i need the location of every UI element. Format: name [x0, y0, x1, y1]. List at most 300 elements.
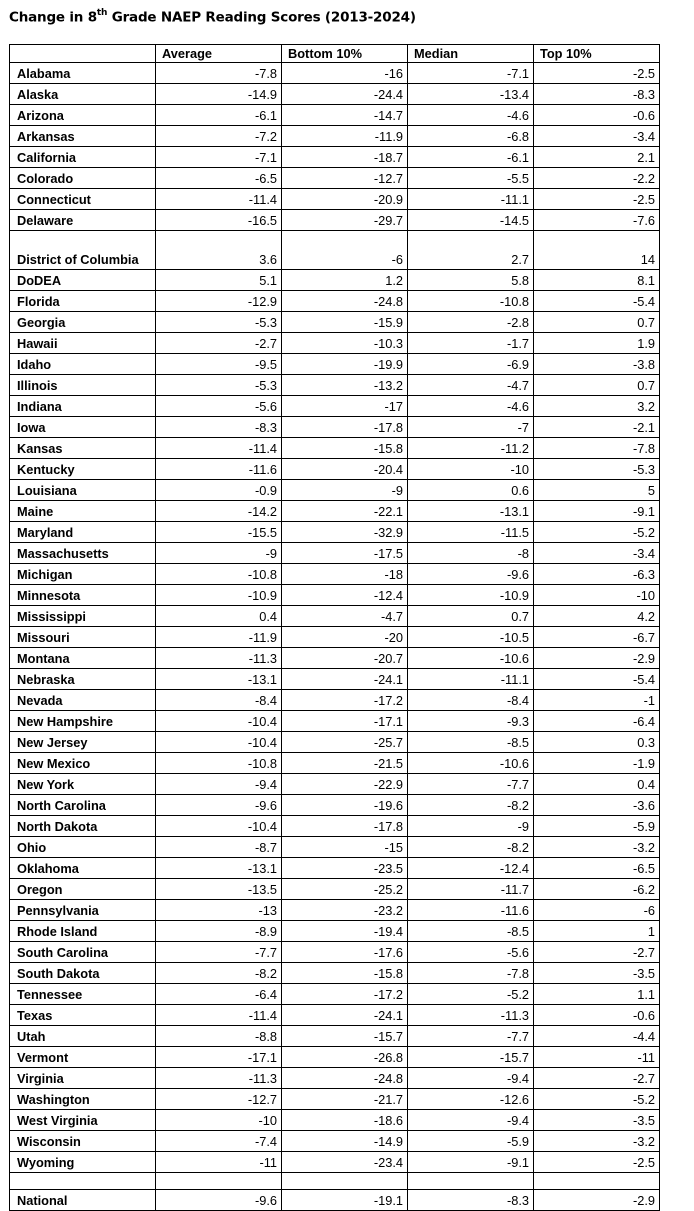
- bottom-10-cell: -14.7: [282, 105, 408, 126]
- top-10-cell: -3.4: [534, 126, 660, 147]
- top-10-cell: 1.9: [534, 333, 660, 354]
- average-cell: -8.2: [156, 963, 282, 984]
- table-row: [10, 690, 660, 711]
- average-cell: -10.4: [156, 816, 282, 837]
- bottom-10-cell: -23.5: [282, 858, 408, 879]
- state-cell: Delaware: [10, 210, 156, 231]
- top-10-cell: -7.8: [534, 438, 660, 459]
- median-cell: -4.7: [408, 375, 534, 396]
- median-cell: -14.5: [408, 210, 534, 231]
- bottom-10-cell: -17.8: [282, 816, 408, 837]
- average-cell: 5.1: [156, 270, 282, 291]
- top-10-cell: -1: [534, 690, 660, 711]
- bottom-10-cell: -20.7: [282, 648, 408, 669]
- state-cell: National: [10, 1190, 156, 1211]
- top-10-cell: -2.5: [534, 189, 660, 210]
- median-cell: -6.8: [408, 126, 534, 147]
- average-cell: -17.1: [156, 1047, 282, 1068]
- table-row: [10, 900, 660, 921]
- table-row: [10, 126, 660, 147]
- median-cell: -5.5: [408, 168, 534, 189]
- top-10-cell: -2.9: [534, 1190, 660, 1211]
- median-cell: -8: [408, 543, 534, 564]
- top-10-cell: -3.2: [534, 1131, 660, 1152]
- top-10-cell: -2.1: [534, 417, 660, 438]
- average-cell: -10: [156, 1110, 282, 1131]
- bottom-10-cell: -13.2: [282, 375, 408, 396]
- bottom-10-cell: 1.2: [282, 270, 408, 291]
- state-cell: New York: [10, 774, 156, 795]
- bottom-10-cell: -19.1: [282, 1190, 408, 1211]
- median-cell: -6.9: [408, 354, 534, 375]
- average-cell: -16.5: [156, 210, 282, 231]
- state-cell: Kentucky: [10, 459, 156, 480]
- median-cell: -8.3: [408, 1190, 534, 1211]
- median-cell: -11.1: [408, 189, 534, 210]
- average-cell: -10.8: [156, 564, 282, 585]
- median-cell: 0.7: [408, 606, 534, 627]
- table-row: [10, 168, 660, 189]
- top-10-cell: 0.7: [534, 312, 660, 333]
- bottom-10-cell: -15.8: [282, 963, 408, 984]
- median-cell: -9: [408, 816, 534, 837]
- table-row: [10, 522, 660, 543]
- median-cell: -5.2: [408, 984, 534, 1005]
- average-cell: -6.5: [156, 168, 282, 189]
- table-row: [10, 291, 660, 312]
- bottom-10-cell: -6: [282, 231, 408, 270]
- bottom-10-cell: -26.8: [282, 1047, 408, 1068]
- table-row: [10, 984, 660, 1005]
- median-cell: -7.7: [408, 1026, 534, 1047]
- bottom-10-cell: -19.6: [282, 795, 408, 816]
- table-row: [10, 795, 660, 816]
- average-cell: -11.3: [156, 1068, 282, 1089]
- average-cell: -6.4: [156, 984, 282, 1005]
- bottom-10-cell: -15.8: [282, 438, 408, 459]
- average-cell: -7.7: [156, 942, 282, 963]
- average-cell: -9.6: [156, 1190, 282, 1211]
- bottom-10-cell: -12.4: [282, 585, 408, 606]
- top-10-cell: -6.5: [534, 858, 660, 879]
- top-10-cell: -3.5: [534, 963, 660, 984]
- state-cell: Idaho: [10, 354, 156, 375]
- average-cell: -9.6: [156, 795, 282, 816]
- average-cell: -11.3: [156, 648, 282, 669]
- bottom-10-cell: -14.9: [282, 1131, 408, 1152]
- bottom-10-cell: -15.9: [282, 312, 408, 333]
- top-10-cell: -3.5: [534, 1110, 660, 1131]
- state-cell: California: [10, 147, 156, 168]
- median-cell: -8.5: [408, 732, 534, 753]
- median-cell: -9.6: [408, 564, 534, 585]
- bottom-10-cell: -10.3: [282, 333, 408, 354]
- table-row: [10, 1068, 660, 1089]
- table-row: [10, 564, 660, 585]
- state-cell: Washington: [10, 1089, 156, 1110]
- table-row: [10, 648, 660, 669]
- bottom-10-cell: -17.5: [282, 543, 408, 564]
- top-10-cell: 1: [534, 921, 660, 942]
- top-10-cell: 4.2: [534, 606, 660, 627]
- state-cell: Wisconsin: [10, 1131, 156, 1152]
- bottom-10-cell: -19.4: [282, 921, 408, 942]
- state-cell: Oregon: [10, 879, 156, 900]
- state-cell: New Jersey: [10, 732, 156, 753]
- table-row: [10, 1026, 660, 1047]
- bottom-10-cell: -22.9: [282, 774, 408, 795]
- median-cell: -10.5: [408, 627, 534, 648]
- top-10-cell: -2.2: [534, 168, 660, 189]
- bottom-10-cell: -12.7: [282, 168, 408, 189]
- top-10-cell: -6: [534, 900, 660, 921]
- median-cell: -7.8: [408, 963, 534, 984]
- average-cell: -5.3: [156, 312, 282, 333]
- top-10-cell: 5: [534, 480, 660, 501]
- average-cell: -8.3: [156, 417, 282, 438]
- top-10-cell: 0.3: [534, 732, 660, 753]
- state-cell: DoDEA: [10, 270, 156, 291]
- median-cell: -11.2: [408, 438, 534, 459]
- average-cell: -15.5: [156, 522, 282, 543]
- average-cell: -10.4: [156, 732, 282, 753]
- table-row: [10, 417, 660, 438]
- state-cell: Virginia: [10, 1068, 156, 1089]
- median-cell: -7: [408, 417, 534, 438]
- scores-table: [9, 44, 660, 1211]
- header-row: [10, 45, 660, 63]
- table-row: [10, 189, 660, 210]
- state-cell: North Dakota: [10, 816, 156, 837]
- table-row: [10, 1110, 660, 1131]
- median-cell: -11.7: [408, 879, 534, 900]
- bottom-10-cell: -24.1: [282, 1005, 408, 1026]
- median-cell: -11.5: [408, 522, 534, 543]
- median-cell: -9.4: [408, 1068, 534, 1089]
- top-10-cell: -0.6: [534, 105, 660, 126]
- top-10-cell: -2.5: [534, 63, 660, 84]
- bottom-10-cell: -17.1: [282, 711, 408, 732]
- average-cell: -7.1: [156, 147, 282, 168]
- average-cell: -7.8: [156, 63, 282, 84]
- median-cell: 5.8: [408, 270, 534, 291]
- average-cell: -5.3: [156, 375, 282, 396]
- state-cell: Mississippi: [10, 606, 156, 627]
- state-cell: Maryland: [10, 522, 156, 543]
- median-cell: -8.2: [408, 795, 534, 816]
- top-10-cell: -7.6: [534, 210, 660, 231]
- average-cell: -10.4: [156, 711, 282, 732]
- top-10-cell: -5.2: [534, 1089, 660, 1110]
- top-10-cell: 8.1: [534, 270, 660, 291]
- table-row: [10, 1047, 660, 1068]
- top-10-cell: 3.2: [534, 396, 660, 417]
- top-10-cell: [534, 1173, 660, 1190]
- table-row: [10, 1131, 660, 1152]
- bottom-10-cell: -24.1: [282, 669, 408, 690]
- bottom-10-cell: -24.8: [282, 291, 408, 312]
- state-cell: Tennessee: [10, 984, 156, 1005]
- table-row: [10, 375, 660, 396]
- median-cell: -7.7: [408, 774, 534, 795]
- state-cell: Indiana: [10, 396, 156, 417]
- average-cell: -10.8: [156, 753, 282, 774]
- top-10-cell: -2.9: [534, 648, 660, 669]
- state-cell: Maine: [10, 501, 156, 522]
- state-cell: Georgia: [10, 312, 156, 333]
- table-row: [10, 816, 660, 837]
- median-cell: -8.4: [408, 690, 534, 711]
- table-row: [10, 774, 660, 795]
- average-cell: -7.2: [156, 126, 282, 147]
- average-cell: -6.1: [156, 105, 282, 126]
- table-row: [10, 480, 660, 501]
- table-row: [10, 231, 660, 270]
- top-10-cell: -4.4: [534, 1026, 660, 1047]
- median-cell: -2.8: [408, 312, 534, 333]
- median-cell: -11.1: [408, 669, 534, 690]
- median-cell: -12.4: [408, 858, 534, 879]
- bottom-10-cell: -18: [282, 564, 408, 585]
- top-10-cell: -0.6: [534, 1005, 660, 1026]
- state-cell: West Virginia: [10, 1110, 156, 1131]
- average-cell: -9.5: [156, 354, 282, 375]
- median-cell: -7.1: [408, 63, 534, 84]
- header-average: Average: [156, 45, 282, 63]
- average-cell: -9.4: [156, 774, 282, 795]
- state-cell: Texas: [10, 1005, 156, 1026]
- median-cell: -11.3: [408, 1005, 534, 1026]
- state-cell: North Carolina: [10, 795, 156, 816]
- state-cell: Iowa: [10, 417, 156, 438]
- table-row: [10, 105, 660, 126]
- table-spacer-row: [10, 1173, 660, 1190]
- bottom-10-cell: -25.2: [282, 879, 408, 900]
- state-cell: Ohio: [10, 837, 156, 858]
- table-row: [10, 1152, 660, 1173]
- state-cell: Oklahoma: [10, 858, 156, 879]
- table-row: [10, 63, 660, 84]
- average-cell: -13.1: [156, 669, 282, 690]
- header-state: [10, 45, 156, 63]
- state-cell: Illinois: [10, 375, 156, 396]
- median-cell: 0.6: [408, 480, 534, 501]
- state-cell: Colorado: [10, 168, 156, 189]
- header-top-10: Top 10%: [534, 45, 660, 63]
- bottom-10-cell: -23.4: [282, 1152, 408, 1173]
- state-cell: District of Columbia: [10, 231, 156, 270]
- table-row: [10, 606, 660, 627]
- median-cell: -10.9: [408, 585, 534, 606]
- median-cell: -9.1: [408, 1152, 534, 1173]
- median-cell: -10: [408, 459, 534, 480]
- median-cell: -8.2: [408, 837, 534, 858]
- table-row: [10, 210, 660, 231]
- median-cell: -4.6: [408, 396, 534, 417]
- median-cell: -5.6: [408, 942, 534, 963]
- average-cell: -2.7: [156, 333, 282, 354]
- median-cell: -13.1: [408, 501, 534, 522]
- average-cell: 0.4: [156, 606, 282, 627]
- bottom-10-cell: -20: [282, 627, 408, 648]
- top-10-cell: 0.4: [534, 774, 660, 795]
- state-cell: Massachusetts: [10, 543, 156, 564]
- bottom-10-cell: [282, 1173, 408, 1190]
- bottom-10-cell: -4.7: [282, 606, 408, 627]
- national-row: [10, 1190, 660, 1211]
- state-cell: Nebraska: [10, 669, 156, 690]
- bottom-10-cell: -17.2: [282, 690, 408, 711]
- bottom-10-cell: -16: [282, 63, 408, 84]
- state-cell: Montana: [10, 648, 156, 669]
- state-cell: Florida: [10, 291, 156, 312]
- bottom-10-cell: -20.9: [282, 189, 408, 210]
- average-cell: -14.9: [156, 84, 282, 105]
- table-row: [10, 84, 660, 105]
- bottom-10-cell: -25.7: [282, 732, 408, 753]
- average-cell: -11.9: [156, 627, 282, 648]
- average-cell: -11.6: [156, 459, 282, 480]
- bottom-10-cell: -21.7: [282, 1089, 408, 1110]
- average-cell: -11: [156, 1152, 282, 1173]
- bottom-10-cell: -17.8: [282, 417, 408, 438]
- median-cell: -15.7: [408, 1047, 534, 1068]
- top-10-cell: -2.5: [534, 1152, 660, 1173]
- average-cell: 3.6: [156, 231, 282, 270]
- top-10-cell: -5.9: [534, 816, 660, 837]
- state-cell: Rhode Island: [10, 921, 156, 942]
- bottom-10-cell: -22.1: [282, 501, 408, 522]
- top-10-cell: -6.3: [534, 564, 660, 585]
- top-10-cell: -8.3: [534, 84, 660, 105]
- top-10-cell: -6.2: [534, 879, 660, 900]
- top-10-cell: -6.7: [534, 627, 660, 648]
- table-row: [10, 942, 660, 963]
- top-10-cell: -2.7: [534, 1068, 660, 1089]
- state-cell: Minnesota: [10, 585, 156, 606]
- bottom-10-cell: -15.7: [282, 1026, 408, 1047]
- state-cell: Connecticut: [10, 189, 156, 210]
- state-cell: Alaska: [10, 84, 156, 105]
- median-cell: 2.7: [408, 231, 534, 270]
- median-cell: -6.1: [408, 147, 534, 168]
- bottom-10-cell: -29.7: [282, 210, 408, 231]
- table-row: [10, 354, 660, 375]
- state-cell: Kansas: [10, 438, 156, 459]
- state-cell: New Mexico: [10, 753, 156, 774]
- median-cell: -8.5: [408, 921, 534, 942]
- page-title: Change in 8th Grade NAEP Reading Scores (2013-2024): [9, 8, 416, 26]
- median-cell: -1.7: [408, 333, 534, 354]
- median-cell: -10.6: [408, 753, 534, 774]
- top-10-cell: -3.2: [534, 837, 660, 858]
- median-cell: -11.6: [408, 900, 534, 921]
- top-10-cell: 1.1: [534, 984, 660, 1005]
- top-10-cell: -10: [534, 585, 660, 606]
- state-cell: Arkansas: [10, 126, 156, 147]
- average-cell: -13.1: [156, 858, 282, 879]
- bottom-10-cell: -23.2: [282, 900, 408, 921]
- bottom-10-cell: -21.5: [282, 753, 408, 774]
- table-row: [10, 627, 660, 648]
- state-cell: New Hampshire: [10, 711, 156, 732]
- table-row: [10, 858, 660, 879]
- table-row: [10, 312, 660, 333]
- bottom-10-cell: -18.7: [282, 147, 408, 168]
- average-cell: -5.6: [156, 396, 282, 417]
- table-row: [10, 333, 660, 354]
- median-cell: -5.9: [408, 1131, 534, 1152]
- median-cell: -10.8: [408, 291, 534, 312]
- top-10-cell: -6.4: [534, 711, 660, 732]
- top-10-cell: -3.6: [534, 795, 660, 816]
- top-10-cell: -3.8: [534, 354, 660, 375]
- median-cell: -13.4: [408, 84, 534, 105]
- table-row: [10, 543, 660, 564]
- bottom-10-cell: -15: [282, 837, 408, 858]
- top-10-cell: -5.4: [534, 669, 660, 690]
- median-cell: [408, 1173, 534, 1190]
- median-cell: -12.6: [408, 1089, 534, 1110]
- table-row: [10, 732, 660, 753]
- bottom-10-cell: -20.4: [282, 459, 408, 480]
- state-cell: Hawaii: [10, 333, 156, 354]
- table-row: [10, 1005, 660, 1026]
- table-row: [10, 921, 660, 942]
- table-row: [10, 147, 660, 168]
- median-cell: -10.6: [408, 648, 534, 669]
- top-10-cell: -9.1: [534, 501, 660, 522]
- median-cell: -4.6: [408, 105, 534, 126]
- top-10-cell: -5.2: [534, 522, 660, 543]
- state-cell: Arizona: [10, 105, 156, 126]
- average-cell: -11.4: [156, 189, 282, 210]
- state-cell: South Dakota: [10, 963, 156, 984]
- average-cell: -13.5: [156, 879, 282, 900]
- top-10-cell: -3.4: [534, 543, 660, 564]
- top-10-cell: 2.1: [534, 147, 660, 168]
- average-cell: -13: [156, 900, 282, 921]
- state-cell: Michigan: [10, 564, 156, 585]
- table-row: [10, 585, 660, 606]
- bottom-10-cell: -17: [282, 396, 408, 417]
- median-cell: -9.3: [408, 711, 534, 732]
- table-row: [10, 963, 660, 984]
- average-cell: -14.2: [156, 501, 282, 522]
- average-cell: -12.7: [156, 1089, 282, 1110]
- bottom-10-cell: -9: [282, 480, 408, 501]
- top-10-cell: 0.7: [534, 375, 660, 396]
- table-row: [10, 837, 660, 858]
- state-cell: Alabama: [10, 63, 156, 84]
- bottom-10-cell: -17.2: [282, 984, 408, 1005]
- median-cell: -9.4: [408, 1110, 534, 1131]
- state-cell: [10, 1173, 156, 1190]
- state-cell: Wyoming: [10, 1152, 156, 1173]
- state-cell: South Carolina: [10, 942, 156, 963]
- top-10-cell: 14: [534, 231, 660, 270]
- bottom-10-cell: -18.6: [282, 1110, 408, 1131]
- header-bottom-10: Bottom 10%: [282, 45, 408, 63]
- table-row: [10, 669, 660, 690]
- state-cell: Nevada: [10, 690, 156, 711]
- average-cell: -12.9: [156, 291, 282, 312]
- state-cell: Pennsylvania: [10, 900, 156, 921]
- table-row: [10, 753, 660, 774]
- bottom-10-cell: -17.6: [282, 942, 408, 963]
- average-cell: -9: [156, 543, 282, 564]
- top-10-cell: -11: [534, 1047, 660, 1068]
